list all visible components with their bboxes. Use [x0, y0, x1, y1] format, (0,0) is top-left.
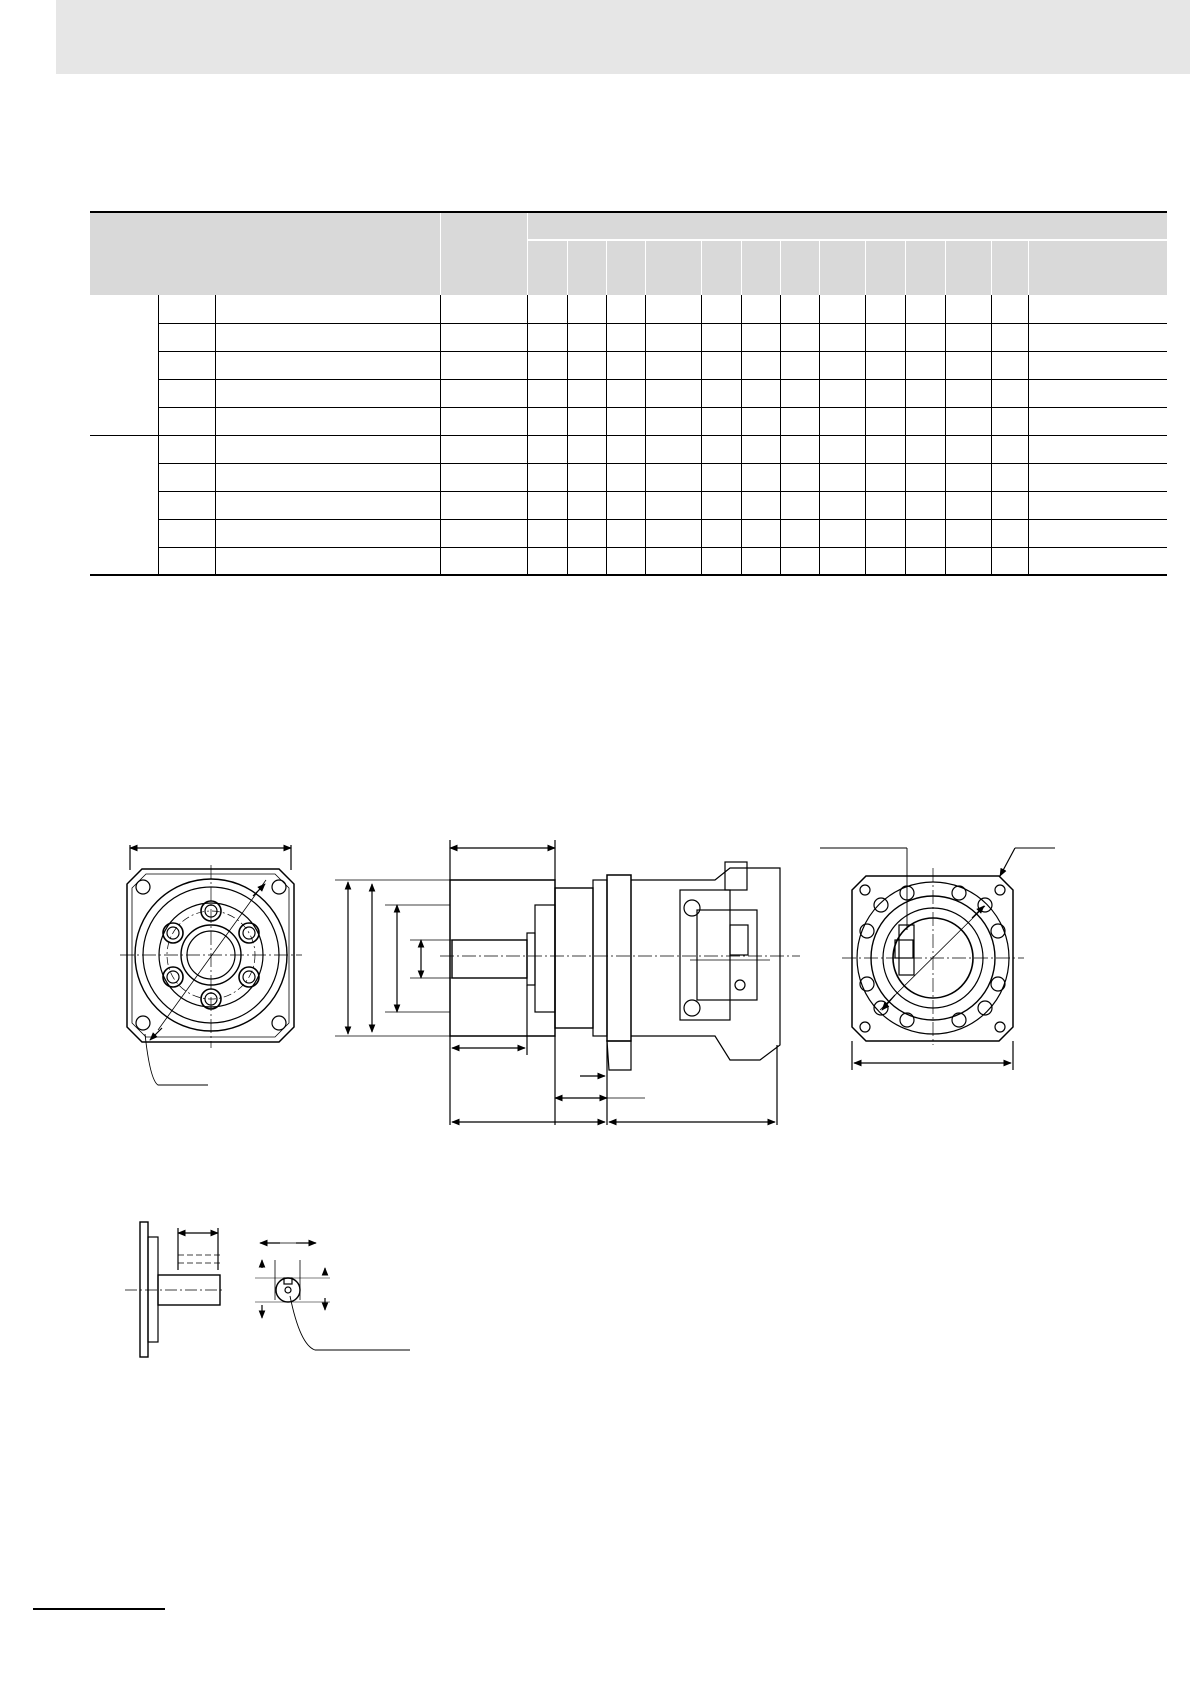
front-view-drawing [120, 845, 302, 1085]
rear-flange-drawing [820, 848, 1055, 1070]
side-view-drawing [335, 840, 800, 1125]
footer-rule [33, 1608, 165, 1610]
shaft-key-detail-drawing [125, 1222, 410, 1357]
